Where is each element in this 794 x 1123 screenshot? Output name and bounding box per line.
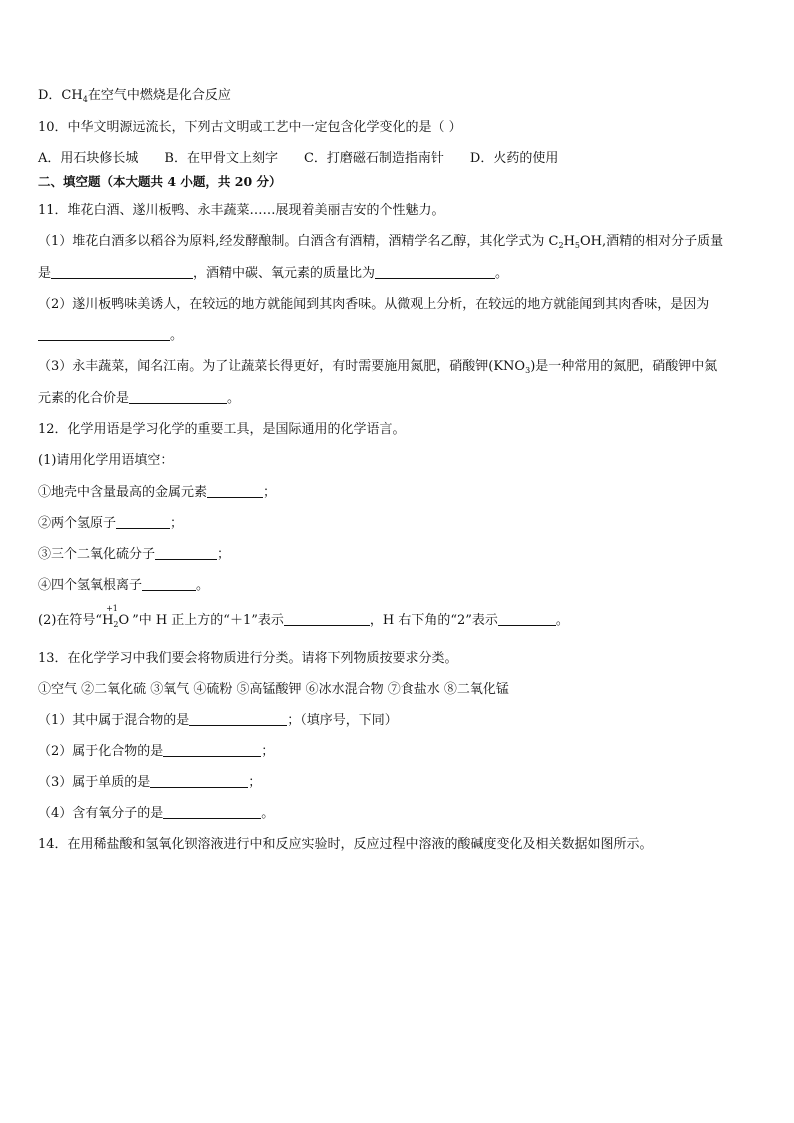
question-13-item-1 (38, 709, 398, 728)
question-12-item-3 (38, 543, 230, 562)
option-a: A．用石块修长城 (38, 151, 139, 166)
question-11-part-1-answer (38, 262, 508, 281)
subscript: 4 (82, 95, 88, 104)
question-12-item-4 (38, 574, 209, 593)
text: 是 (38, 266, 52, 281)
subscript: 2 (558, 241, 564, 250)
question-11-part-2-answer (38, 324, 183, 343)
text: ；（填序号，下同） (287, 713, 398, 728)
text: (2)在符号“ (38, 613, 103, 628)
question-13-item-4 (38, 802, 274, 821)
question-10-stem: 10．中华文明源远流长，下列古文明或工艺中一定包含化学变化的是（ ） (38, 120, 462, 135)
option-text: 在空气中燃烧是化合反应 (87, 88, 231, 103)
answer-blank[interactable] (375, 266, 495, 279)
answer-blank[interactable] (150, 775, 248, 788)
question-10-options (38, 147, 558, 166)
text: ，酒精中碳、氧元素的质量比为 (193, 266, 376, 281)
text: OH,酒精的相对分子质量 (580, 234, 724, 249)
option-c: C．打磨磁石制造指南针 (303, 151, 444, 166)
question-11-stem: 11．堆花白酒、遂川板鸭、永丰蔬菜……展现着美丽吉安的个性魅力。 (38, 203, 445, 218)
question-11-part-3-answer (38, 387, 240, 406)
chemical-symbol (102, 604, 132, 629)
text: H (102, 613, 114, 628)
text: O (118, 613, 130, 628)
text: 元素的化合价是 (38, 391, 130, 406)
answer-blank[interactable] (207, 485, 263, 498)
text: ； (217, 547, 231, 562)
question-13-item-3 (38, 771, 261, 790)
answer-blank[interactable] (163, 744, 261, 757)
text: )是一种常用的氮肥，硝酸钾中氮 (530, 359, 718, 374)
section-heading: 二、填空题（本大题共 4 小题，共 20 分） (38, 174, 282, 189)
question-9-option-d (38, 84, 231, 103)
text: ，H 右下角的“2”表示 (369, 613, 498, 628)
text: ③三个二氧化硫分子 (38, 547, 156, 562)
question-13-stem: 13．在化学学习中我们要会将物质进行分类。请将下列物质按要求分类。 (38, 651, 458, 666)
text: （3）永丰蔬菜，闻名江南。为了让蔬菜长得更好，有时需要施用氮肥，硝酸钾(KNO (38, 359, 526, 374)
text: ； (170, 516, 184, 531)
text: 。 (227, 391, 241, 406)
answer-blank[interactable] (129, 391, 227, 404)
text: 。 (196, 578, 210, 593)
text: （2）属于化合物的是 (38, 744, 164, 759)
question-14-stem: 14．在用稀盐酸和氢氧化钡溶液进行中和反应实验时，反应过程中溶液的酸碱度变化及相关数据如图所示。 (38, 837, 653, 852)
text: （1）其中属于混合物的是 (38, 713, 190, 728)
text: ； (263, 485, 277, 500)
answer-blank[interactable] (142, 578, 196, 591)
question-12-stem: 12．化学用语是学习化学的重要工具，是国际通用的化学语言。 (38, 422, 406, 437)
option-text: D．CH (38, 88, 83, 103)
text: （3）属于单质的是 (38, 775, 151, 790)
option-d: D．火药的使用 (469, 151, 559, 166)
text: （4）含有氧分子的是 (38, 806, 164, 821)
text: （1）堆花白酒多以稻谷为原料,经发酵酿制。白酒含有酒精，酒精学名乙醇，其化学式为 C (38, 234, 559, 249)
question-12-item-1 (38, 481, 276, 500)
valence-mark: +1 (106, 604, 118, 613)
question-11-part-1 (38, 230, 723, 249)
option-b: B．在甲骨文上刻字 (164, 151, 278, 166)
answer-blank[interactable] (38, 328, 170, 341)
answer-blank[interactable] (163, 806, 261, 819)
answer-blank[interactable] (189, 713, 287, 726)
text: 。 (170, 328, 184, 343)
question-11-part-2: （2）遂川板鸭味美诱人，在较远的地方就能闻到其肉香味。从微观上分析，在较远的地方就能闻到其肉香味，是因为 (38, 297, 710, 312)
text: 。 (555, 613, 569, 628)
question-11-part-3 (38, 355, 717, 374)
question-12-item-2 (38, 512, 183, 531)
question-13-item-2 (38, 740, 274, 759)
answer-blank[interactable] (498, 613, 556, 626)
answer-blank[interactable] (116, 516, 170, 529)
text: 。 (261, 806, 275, 821)
text: ④四个氢氧根离子 (38, 578, 143, 593)
text: H (563, 234, 575, 249)
subscript: 3 (525, 366, 531, 375)
text: ； (248, 775, 262, 790)
formula (102, 613, 129, 628)
question-12-part-2 (38, 604, 569, 629)
text: 。 (495, 266, 509, 281)
text: ”中 H 正上方的“＋1”表示 (132, 613, 284, 628)
text: ①地壳中含量最高的金属元素 (38, 485, 208, 500)
text: ； (261, 744, 275, 759)
question-13-list: ①空气 ②二氧化硫 ③氧气 ④硫粉 ⑤高锰酸钾 ⑥冰水混合物 ⑦食盐水 ⑧二氧化锰 (38, 682, 509, 697)
subscript: 5 (574, 241, 581, 250)
subscript: 2 (113, 620, 119, 629)
text: ②两个氢原子 (38, 516, 117, 531)
question-12-part-1: (1)请用化学用语填空： (38, 453, 174, 468)
answer-blank[interactable] (51, 266, 193, 279)
answer-blank[interactable] (284, 613, 370, 626)
answer-blank[interactable] (155, 547, 217, 560)
